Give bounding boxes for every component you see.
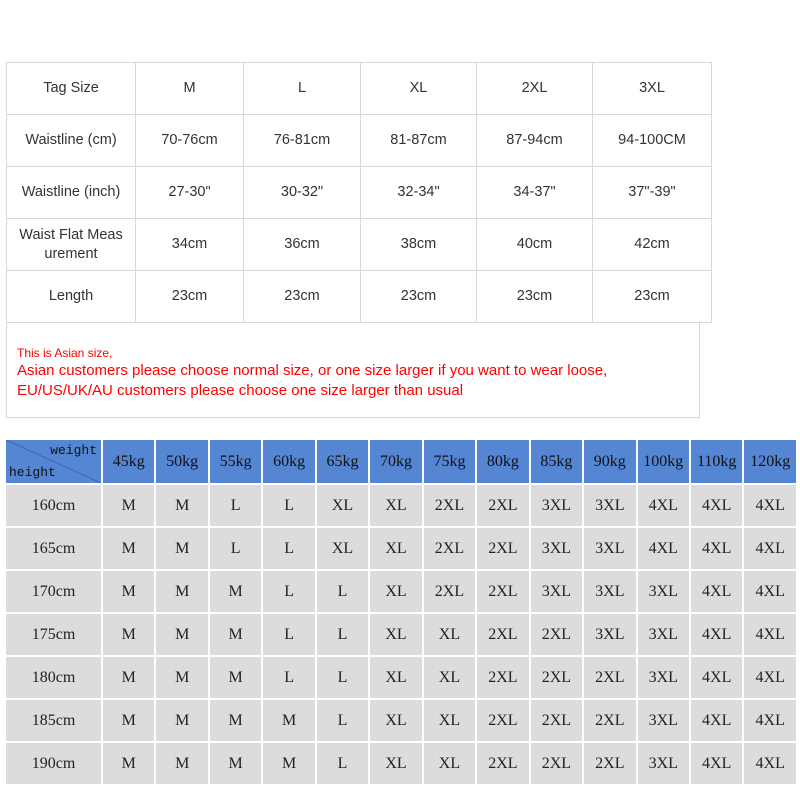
size-cell: M <box>156 485 207 526</box>
table-cell: 23cm <box>477 271 593 323</box>
table-cell: 34cm <box>136 219 244 271</box>
size-cell: 2XL <box>424 485 475 526</box>
table-cell: 27-30" <box>136 167 244 219</box>
size-cell: M <box>263 743 314 784</box>
size-cell: M <box>156 528 207 569</box>
size-cell: 4XL <box>638 485 689 526</box>
size-measurement-table <box>6 62 712 323</box>
height-header-cell: 180cm <box>6 657 101 698</box>
size-cell: 4XL <box>691 571 742 612</box>
table-cell: Waist Flat Meas urement <box>7 219 136 271</box>
size-cell: XL <box>370 485 421 526</box>
height-header-cell: 190cm <box>6 743 101 784</box>
table-cell: 81-87cm <box>361 115 477 167</box>
size-cell: L <box>263 528 314 569</box>
weight-header-cell: 55kg <box>210 440 261 483</box>
size-cell: 4XL <box>691 700 742 741</box>
size-cell: 2XL <box>477 700 528 741</box>
size-cell: 2XL <box>477 614 528 655</box>
height-header-cell: 175cm <box>6 614 101 655</box>
height-header-cell: 160cm <box>6 485 101 526</box>
table-cell: 87-94cm <box>477 115 593 167</box>
table-cell: 32-34" <box>361 167 477 219</box>
size-cell: 2XL <box>531 657 582 698</box>
table-cell: Waistline (cm) <box>7 115 136 167</box>
table-cell: 23cm <box>593 271 712 323</box>
table-cell: 36cm <box>244 219 361 271</box>
size-cell: M <box>103 700 154 741</box>
size-cell: XL <box>370 528 421 569</box>
size-cell: 2XL <box>584 743 635 784</box>
size-cell: M <box>210 614 261 655</box>
size-cell: M <box>103 528 154 569</box>
size-cell: L <box>210 485 261 526</box>
weight-header-cell: 80kg <box>477 440 528 483</box>
size-cell: 3XL <box>531 528 582 569</box>
size-cell: M <box>103 743 154 784</box>
table-cell: 23cm <box>361 271 477 323</box>
size-cell: M <box>103 485 154 526</box>
size-cell: 2XL <box>424 571 475 612</box>
size-cell: 4XL <box>744 528 796 569</box>
table-cell: 34-37" <box>477 167 593 219</box>
size-cell: M <box>156 743 207 784</box>
table-cell: Tag Size <box>7 63 136 115</box>
size-cell: XL <box>317 528 368 569</box>
size-cell: 4XL <box>691 528 742 569</box>
size-cell: M <box>103 571 154 612</box>
size-cell: 4XL <box>744 743 796 784</box>
size-cell: 2XL <box>531 743 582 784</box>
table-cell: XL <box>361 63 477 115</box>
weight-header-cell: 75kg <box>424 440 475 483</box>
table-cell: L <box>244 63 361 115</box>
size-cell: M <box>156 700 207 741</box>
size-cell: 3XL <box>584 528 635 569</box>
size-cell: 2XL <box>477 571 528 612</box>
size-cell: 4XL <box>744 614 796 655</box>
size-cell: 4XL <box>744 485 796 526</box>
size-cell: L <box>263 571 314 612</box>
table-cell: 76-81cm <box>244 115 361 167</box>
table-cell: 23cm <box>244 271 361 323</box>
size-cell: XL <box>370 571 421 612</box>
size-cell: 3XL <box>638 657 689 698</box>
size-cell: XL <box>424 657 475 698</box>
size-cell: XL <box>370 614 421 655</box>
note-line-asian-customers: Asian customers please choose normal size, or one size larger if you want to wear loose, <box>17 362 608 379</box>
table-cell: 30-32" <box>244 167 361 219</box>
size-cell: 2XL <box>584 700 635 741</box>
size-cell: 2XL <box>584 657 635 698</box>
size-cell: 4XL <box>638 528 689 569</box>
size-cell: M <box>210 700 261 741</box>
size-cell: 4XL <box>691 743 742 784</box>
table-cell: 23cm <box>136 271 244 323</box>
weight-header-cell: 65kg <box>317 440 368 483</box>
table-row <box>7 115 712 167</box>
size-cell: M <box>103 614 154 655</box>
table-cell: 3XL <box>593 63 712 115</box>
size-cell: 3XL <box>638 743 689 784</box>
size-cell: 4XL <box>691 614 742 655</box>
size-cell: M <box>210 743 261 784</box>
grid-corner-cell <box>6 440 101 483</box>
size-cell: XL <box>370 700 421 741</box>
weight-header-cell: 50kg <box>156 440 207 483</box>
weight-header-cell: 100kg <box>638 440 689 483</box>
size-cell: M <box>156 571 207 612</box>
size-cell: 3XL <box>638 614 689 655</box>
size-cell: 3XL <box>638 700 689 741</box>
weight-header-cell: 110kg <box>691 440 742 483</box>
weight-header-cell: 60kg <box>263 440 314 483</box>
size-cell: 2XL <box>424 528 475 569</box>
table-row <box>7 271 712 323</box>
size-cell: L <box>317 657 368 698</box>
note-line-western-customers: EU/US/UK/AU customers please choose one size larger than usual <box>17 382 464 399</box>
size-cell: L <box>317 571 368 612</box>
size-cell: XL <box>370 657 421 698</box>
table-row <box>7 219 712 271</box>
size-cell: 2XL <box>477 657 528 698</box>
weight-header-cell: 85kg <box>531 440 582 483</box>
size-cell: 4XL <box>691 657 742 698</box>
weight-header-cell: 120kg <box>744 440 796 483</box>
size-cell: L <box>317 743 368 784</box>
height-header-cell: 165cm <box>6 528 101 569</box>
size-cell: XL <box>424 614 475 655</box>
table-row <box>6 571 796 612</box>
size-cell: 3XL <box>584 485 635 526</box>
height-weight-size-grid <box>4 438 798 786</box>
weight-header-cell: 70kg <box>370 440 421 483</box>
grid-header-row <box>6 440 796 483</box>
size-cell: L <box>210 528 261 569</box>
corner-height-label: height <box>9 465 56 480</box>
size-cell: 2XL <box>531 700 582 741</box>
weight-header-cell: 45kg <box>103 440 154 483</box>
size-cell: 4XL <box>691 485 742 526</box>
table-row <box>6 657 796 698</box>
table-cell: Waistline (inch) <box>7 167 136 219</box>
size-cell: XL <box>317 485 368 526</box>
size-cell: M <box>210 657 261 698</box>
size-cell: 2XL <box>477 485 528 526</box>
table-cell: 42cm <box>593 219 712 271</box>
table-cell: 40cm <box>477 219 593 271</box>
size-cell: 2XL <box>531 614 582 655</box>
table-row <box>7 167 712 219</box>
size-cell: L <box>263 614 314 655</box>
size-cell: L <box>263 657 314 698</box>
height-header-cell: 170cm <box>6 571 101 612</box>
size-cell: XL <box>424 743 475 784</box>
size-cell: L <box>317 700 368 741</box>
corner-weight-label: weight <box>50 443 97 458</box>
size-cell: L <box>317 614 368 655</box>
size-cell: XL <box>424 700 475 741</box>
size-cell: 2XL <box>477 528 528 569</box>
size-cell: 4XL <box>744 571 796 612</box>
size-cell: M <box>210 571 261 612</box>
size-cell: 4XL <box>744 657 796 698</box>
size-cell: 4XL <box>744 700 796 741</box>
table-row <box>6 700 796 741</box>
size-cell: M <box>156 657 207 698</box>
note-line-asian-size: This is Asian size, <box>17 346 113 360</box>
size-cell: 3XL <box>638 571 689 612</box>
table-cell: Length <box>7 271 136 323</box>
table-row <box>6 614 796 655</box>
size-cell: 3XL <box>531 485 582 526</box>
table-cell: 2XL <box>477 63 593 115</box>
size-cell: M <box>263 700 314 741</box>
size-cell: 2XL <box>477 743 528 784</box>
size-cell: 3XL <box>584 614 635 655</box>
size-cell: 3XL <box>531 571 582 612</box>
table-row <box>6 528 796 569</box>
size-cell: M <box>103 657 154 698</box>
size-note <box>6 322 700 418</box>
table-cell: 37"-39" <box>593 167 712 219</box>
size-cell: 3XL <box>584 571 635 612</box>
height-header-cell: 185cm <box>6 700 101 741</box>
weight-header-cell: 90kg <box>584 440 635 483</box>
size-cell: M <box>156 614 207 655</box>
table-row <box>6 485 796 526</box>
table-row <box>6 743 796 784</box>
size-cell: XL <box>370 743 421 784</box>
table-cell: 70-76cm <box>136 115 244 167</box>
size-cell: L <box>263 485 314 526</box>
table-cell: 38cm <box>361 219 477 271</box>
grid-body <box>6 485 796 784</box>
size-table-header-row <box>7 63 712 115</box>
table-cell: 94-100CM <box>593 115 712 167</box>
table-cell: M <box>136 63 244 115</box>
